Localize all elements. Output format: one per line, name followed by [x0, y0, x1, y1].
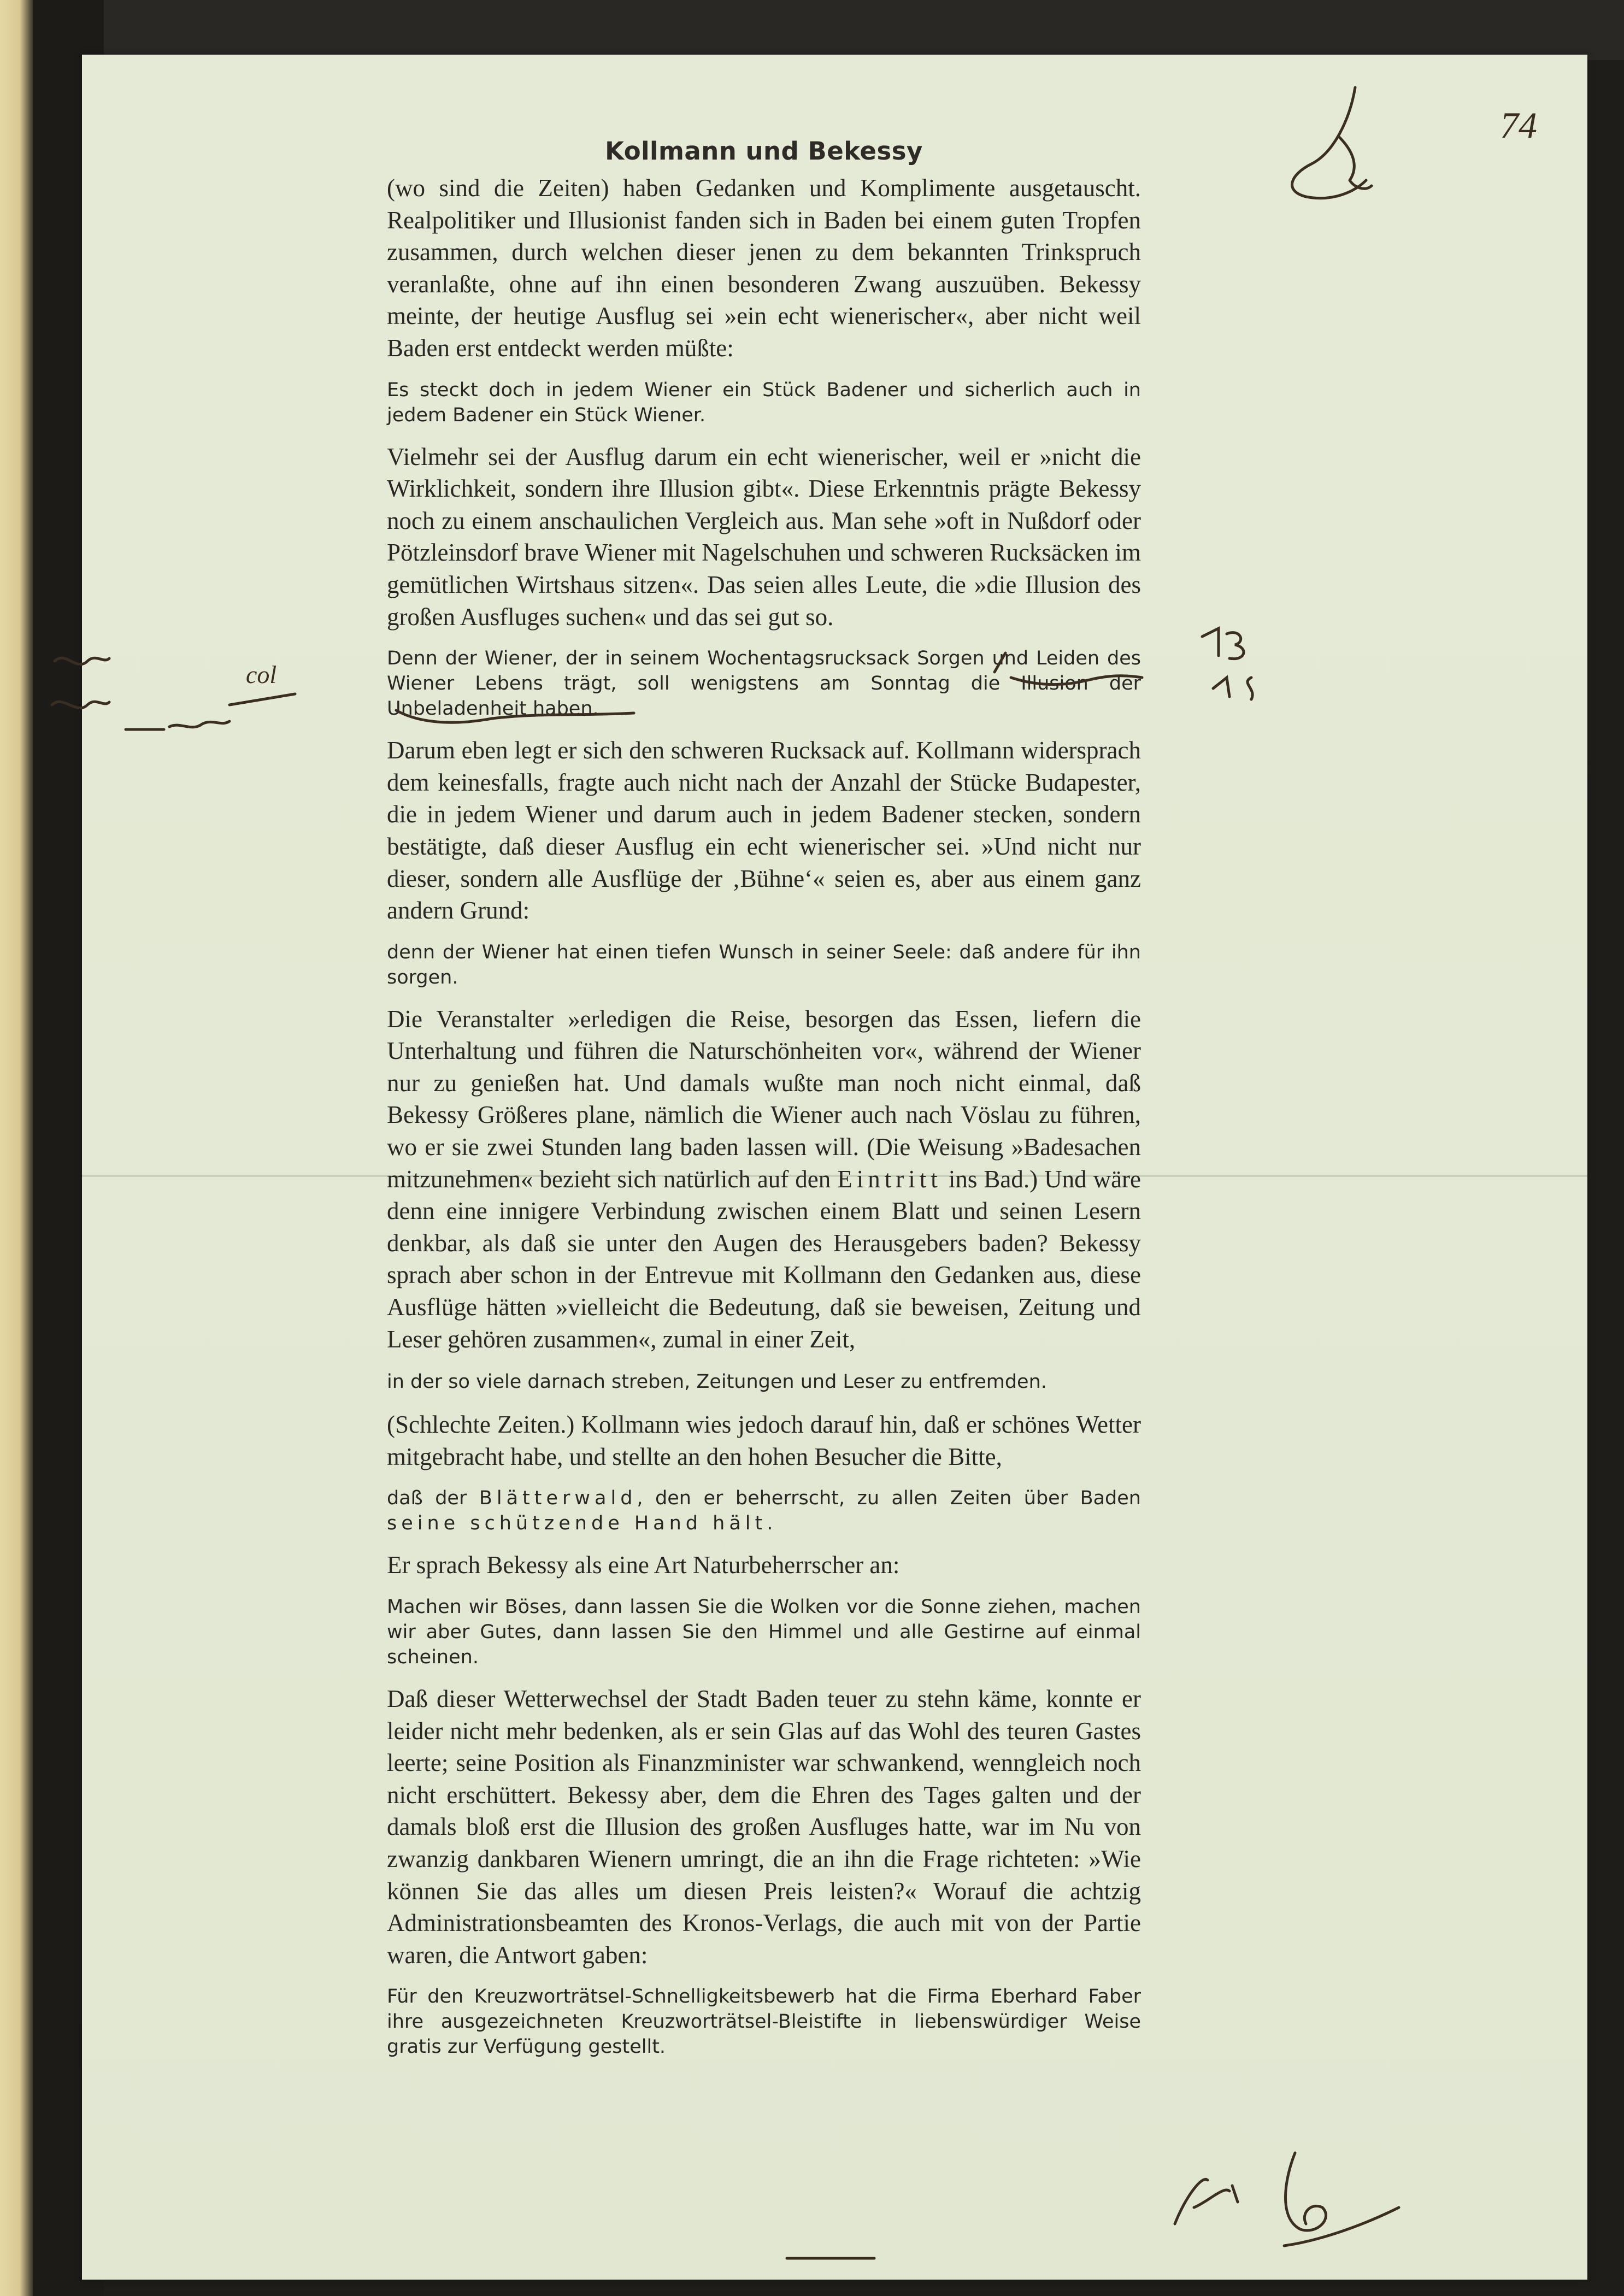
- quote: Denn der Wiener, der in seinem Wochentagsrucksack Sorgen und Leiden des Wiener Lebens trägt, soll wenigstens am Sonntag die Illusion der Unbeladenheit haben.: [387, 647, 1141, 720]
- paragraph-text: ins Bad.) Und wäre denn eine innigere Verbindung zwischen einem Blatt und seinen Lesern denkbar, als daß sie unter den Augen des Herausgebers baden? Bekessy sprach aber schon in der Entrevue mit Kollmann den Gedanken aus, diese Ausflüge hätten »vielleicht die Bedeutung, daß sie beweisen, Zeitung und Leser gehören zusammen«, zumal in einer Zeit,: [387, 1165, 1141, 1353]
- paragraph: (wo sind die Zeiten) haben Gedanken und Komplimente ausgetauscht. Realpolitiker und Illusionist fanden sich in Baden bei einem guten Tropfen zusammen, durch welchen dieser jenen zu dem bekannten Trinkspruch veranlaßte, ohne auf ihn einen besonderen Zwang auszuüben. Bekessy meinte, der heutige Ausflug sei »ein echt wienerischer«, aber nicht weil Baden erst entdeckt werden müßte:: [387, 174, 1141, 362]
- text-underline: [396, 710, 634, 722]
- marginal-squiggle-2: [52, 702, 109, 708]
- paragraph: (Schlechte Zeiten.) Kollmann wies jedoch darauf hin, daß er schönes Wetter mitgebracht habe, und stellte an den hohen Besucher die Bitte,: [387, 1411, 1141, 1470]
- quote: Für den Kreuzworträtsel-Schnelligkeitsbewerb hat die Firma Eberhard Faber ihre ausgezeichneten Kreuzworträtsel-Bleistifte in liebenswürdiger Weise gratis zur Verfügung gestellt.: [387, 1986, 1141, 2058]
- initials-mark-top-right: [1292, 87, 1372, 198]
- paragraph: Er sprach Bekessy als eine Art Naturbeherrscher an:: [387, 1551, 900, 1579]
- quote-text: daß der: [387, 1487, 467, 1510]
- marginal-scribble: [169, 721, 230, 727]
- spaced-word: Blätterwald: [479, 1487, 637, 1510]
- marginal-squiggle-1: [55, 658, 109, 664]
- paragraph: Daß dieser Wetterwechsel der Stadt Baden teuer zu stehn käme, konnte er leider nicht mehr bedenken, als er sein Glas auf das Wohl des teuren Gastes leerte; seine Position als Finanzminister war schwankend, wenngleich noch nicht erschüttert. Bekessy aber, dem die Ehren des Tages galten und der damals bloß erst die Illusion des großen Ausfluges hatte, war im Nu von zwanzig dankbaren Wienern umringt, die an ihn die Frage richteten: »Wie können Sie das alles um diesen Preis leisten?« Worauf die achtzig Administrationsbeamten des Kronos-Verlags, die auch mit von der Partie waren, die Antwort gaben:: [387, 1685, 1141, 1969]
- quote: Es steckt doch in jedem Wiener ein Stück Badener und sicherlich auch in jedem Badener ein Stück Wiener.: [387, 379, 1141, 426]
- quote: Machen wir Böses, dann lassen Sie die Wolken vor die Sonne ziehen, machen wir aber Gutes, dann lassen Sie den Himmel und alle Gestirne auf einmal scheinen.: [387, 1596, 1141, 1668]
- quote: in der so viele darnach streben, Zeitungen und Leser zu entfremden.: [387, 1371, 1047, 1393]
- right-margin-figure-2: [1213, 678, 1252, 699]
- quote-text: , den er beherrscht, zu allen Zeiten über Baden: [637, 1487, 1141, 1510]
- page-number: 74: [1500, 104, 1537, 146]
- quote: denn der Wiener hat einen tiefen Wunsch in seiner Seele: daß andere für ihn sorgen.: [387, 941, 1141, 988]
- bottom-signature: [1175, 2153, 1399, 2246]
- paragraph: Vielmehr sei der Ausflug darum ein echt wienerischer, weil er »nicht die Wirklichkeit, sondern ihre Illusion gibt«. Diese Erkenntnis prägte Bekessy noch zu einem anschaulichen Vergleich aus. Man sehe »oft in Nußdorf oder Pötzleinsdorf brave Wiener mit Nagelschuhen und schweren Rucksäcken im gemütlichen Wirtshaus sitzen«. Das seien alles Leute, die »die Illusion des großen Ausfluges suchen« und das sei gut so.: [387, 443, 1141, 631]
- margin-note-left: col: [246, 661, 277, 688]
- page-title: Kollmann und Bekessy: [605, 137, 923, 166]
- paragraph: Darum eben legt er sich den schweren Rucksack auf. Kollmann widersprach dem keinesfalls, fragte auch nicht nach der Anzahl der Stücke Budapester, die in jedem Wiener und darum auch in jedem Badener stecken, sondern bestätigte, daß dieser Ausflug ein echt wienerischer sei. »Und nicht nur dieser, sondern alle Ausflüge der ‚Bühne‘« seien es, aber aus einem ganz andern Grund:: [387, 737, 1141, 925]
- insertion-stroke: [995, 653, 1005, 672]
- spaced-word: Eintritt: [837, 1165, 942, 1193]
- spaced-phrase: seine schützende Hand hält.: [387, 1512, 778, 1535]
- marginal-underline: [230, 694, 295, 705]
- paragraph-text: Die Veranstalter »erledigen die Reise, besorgen das Essen, liefern die Unterhaltung und führen die Naturschönheiten vor«, während der Wiener nur zu genießen hat. Und damals wußte man noch nicht einmal, daß Bekessy Größeres plane, nämlich die Wiener auch nach Vöslau zu führen, wo er sie zwei Stunden lang baden lassen will. (Die Weisung »Badesachen mitzunehmen« bezieht sich natürlich auf den: [387, 1005, 1141, 1193]
- insertion-mark: [1011, 676, 1142, 685]
